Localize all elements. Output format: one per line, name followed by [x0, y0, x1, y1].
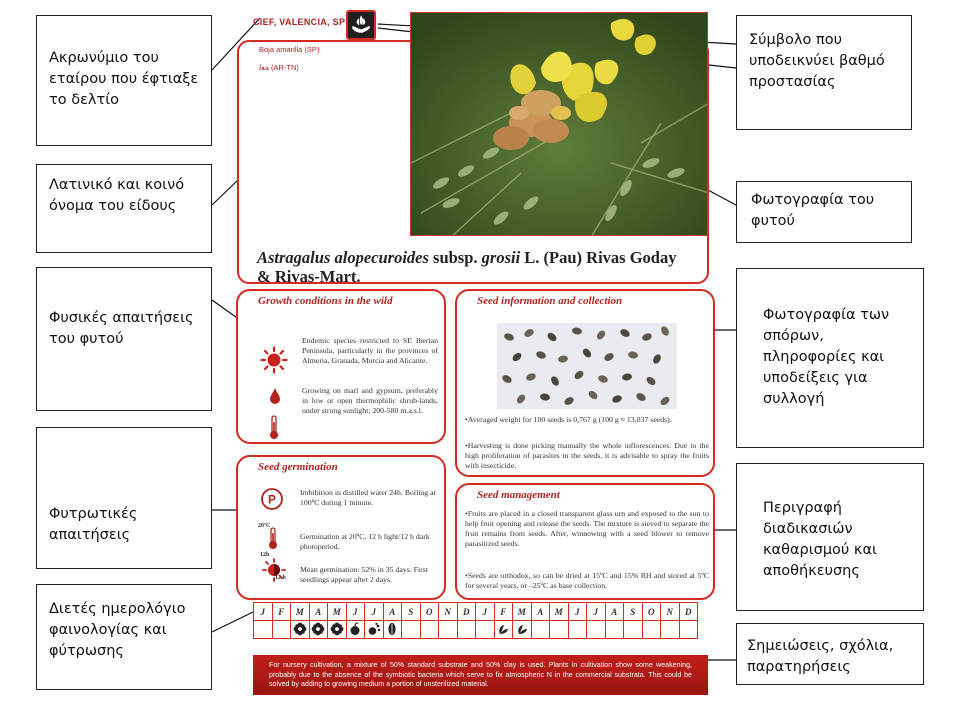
calendar-marks-row — [254, 621, 698, 639]
callout-germination-text: Φυτρωτικές απαιτήσεις — [49, 506, 138, 544]
water-drop-icon — [268, 387, 282, 405]
seeds-illustration — [497, 323, 677, 409]
calendar-mark-cell — [439, 621, 458, 639]
calendar-mark-cell — [365, 621, 384, 639]
seed-cleaning-text: •Fruits are placed in a closed transparent glass urn and exposed to the sun to help fruit opening and release the seeds. The mixture is sieved to separate the fruit remains from seeds. After, winnowing with a seed blower to remove parasitized seeds. — [465, 509, 709, 548]
species-genus: Astragalus alopecuroides — [257, 248, 429, 267]
seed-mark — [511, 351, 523, 363]
species-authority: L. (Pau) Rivas Goday & Rivas-Mart. — [257, 248, 677, 286]
flower-icon — [293, 622, 307, 636]
germination-results-text: Mean germination: 52% in 35 days. First seedlings appear after 2 days. — [300, 565, 428, 584]
callout-physical-text: Φυσικές απαιτήσεις του φυτού — [49, 310, 194, 348]
callout-calendar — [36, 584, 212, 690]
seed-mark — [660, 325, 671, 337]
fruit-seeds-icon — [367, 622, 381, 636]
seed-management-title: Seed management — [477, 489, 560, 501]
seed-germination-title: Seed germination — [258, 461, 338, 473]
seed-mark — [563, 396, 575, 407]
calendar-mark-cell — [420, 621, 439, 639]
connector-photo — [708, 190, 736, 205]
calendar-month-cell: D — [457, 603, 476, 621]
calendar-month-cell: J — [365, 603, 384, 621]
germination-pretreatment-text: Imbibition in distilled water 24h. Boiling at 100ºC during 1 minute. — [300, 488, 436, 507]
calendar-months-row — [254, 603, 698, 621]
circled-p-icon — [260, 487, 284, 511]
calendar-mark-cell — [457, 621, 476, 639]
seed-mark — [621, 373, 632, 381]
seed-mark — [525, 372, 537, 382]
seed-mark — [550, 375, 561, 387]
calendar-month-cell: J — [346, 603, 365, 621]
calendar-mark-cell — [531, 621, 550, 639]
calendar-month-cell: A — [309, 603, 328, 621]
calendar-month-cell: M — [291, 603, 310, 621]
calendar-month-cell: N — [439, 603, 458, 621]
calendar-mark-cell — [661, 621, 680, 639]
calendar-month-cell: O — [420, 603, 439, 621]
germination-light-label: 12h — [260, 552, 270, 558]
growth-conditions-box — [236, 289, 446, 444]
seed-mark — [627, 351, 638, 359]
calendar-mark-cell — [550, 621, 569, 639]
sheet-header — [253, 10, 413, 40]
plant-photo-illustration — [411, 13, 708, 236]
callout-plant-photo — [736, 181, 912, 243]
calendar-month-cell: M — [513, 603, 532, 621]
shield-hand-leaf-icon — [346, 10, 376, 40]
calendar-mark-cell — [624, 621, 643, 639]
svg-text:P: P — [267, 492, 277, 507]
seed-harvesting-text: •Harvesting is done picking manually the whole inflorescences. Due to the high proliferation of parasites in the seeds, it is advisable to spray the fruits with insecticide. — [465, 441, 709, 470]
calendar-mark-cell — [587, 621, 606, 639]
seed-management-box — [455, 483, 715, 600]
seed-mark — [597, 374, 609, 384]
calendar-month-cell: J — [587, 603, 606, 621]
callout-protection-symbol — [736, 15, 912, 130]
calendar-mark-cell — [383, 621, 402, 639]
seed-mark — [635, 392, 647, 403]
seed-mark — [645, 375, 657, 387]
seed-mark — [501, 374, 513, 385]
calendar-mark-cell — [346, 621, 365, 639]
calendar-mark-cell — [272, 621, 291, 639]
species-latin-name — [257, 248, 677, 286]
callout-physical-requirements — [36, 267, 212, 411]
seed-mark — [535, 350, 547, 360]
fruit-icon — [348, 622, 362, 636]
common-name-arabic: ﺔﻐﻟ (AR-TN) — [259, 63, 299, 72]
callout-photo-text: Φωτογραφία του φυτού — [751, 192, 875, 230]
calendar-month-cell: S — [402, 603, 421, 621]
calendar-mark-cell — [476, 621, 495, 639]
calendar-month-cell: A — [383, 603, 402, 621]
seed-mark — [603, 352, 615, 363]
callout-seed-management — [736, 463, 924, 611]
callout-notes — [736, 623, 924, 685]
callout-calendar-text: Διετές ημερολόγιο φαινολογίας και φύτρωσης — [49, 601, 186, 660]
calendar-mark-cell — [494, 621, 513, 639]
calendar-month-cell: J — [254, 603, 273, 621]
growth-conditions-title: Growth conditions in the wild — [258, 295, 393, 307]
seed-mark — [503, 332, 515, 342]
flower-icon — [311, 622, 325, 636]
calendar-mark-cell — [291, 621, 310, 639]
seed-mark — [546, 331, 558, 343]
calendar-mark-cell — [328, 621, 347, 639]
callout-names-text: Λατινικό και κοινό όνομα του είδους — [49, 177, 185, 215]
calendar-mark-cell — [568, 621, 587, 639]
sun-icon — [260, 346, 288, 374]
seed-mark — [573, 369, 585, 381]
calendar-month-cell: S — [624, 603, 643, 621]
callout-acronym — [36, 15, 212, 146]
growth-distribution-text: Endemic species restricted to SE Iberian Peninsula, particularly in the provinces of Almeria, Granada, Murcia and Alicante. — [302, 336, 438, 365]
species-subspecies: grosii — [481, 248, 521, 267]
seed-mark — [515, 393, 527, 405]
seed-mark — [595, 329, 607, 341]
flower-icon — [330, 622, 344, 636]
seed-mark — [571, 327, 582, 335]
calendar-month-cell: J — [568, 603, 587, 621]
calendar-month-cell: F — [272, 603, 291, 621]
calendar-month-cell: M — [328, 603, 347, 621]
callout-names — [36, 164, 212, 253]
calendar-mark-cell — [642, 621, 661, 639]
calendar-month-cell: A — [531, 603, 550, 621]
connector-names — [212, 180, 238, 205]
callout-seed-info-text: Φωτογραφία των σπόρων, πληροφορίες και υποδείξεις για συλλογή — [763, 307, 890, 408]
seed-information-title: Seed information and collection — [477, 295, 623, 307]
seed-mark — [659, 395, 671, 407]
thermometer-icon — [267, 415, 281, 441]
seed-information-box — [455, 289, 715, 477]
calendar-mark-cell — [679, 621, 698, 639]
species-subsp-label: subsp. — [428, 248, 482, 267]
connector-calendar — [212, 612, 253, 632]
callout-acronym-text: Ακρωνύμιο του εταίρου που έφτιαξε το δελτίο — [49, 50, 199, 109]
callout-notes-text: Σημειώσεις, σχόλια, παρατηρήσεις — [747, 638, 894, 676]
callout-germination-requirements — [36, 427, 212, 569]
calendar-mark-cell — [402, 621, 421, 639]
seed-mark — [539, 393, 550, 401]
seed-mark — [611, 394, 623, 404]
seed-weight-text: •Averaged weight for 100 seeds is 0,767 g (100 g ≈ 13,037 seeds). — [465, 415, 672, 424]
callout-seed-info — [736, 268, 924, 448]
germination-dark-label: 12 h — [275, 575, 286, 581]
institution-label: CIEF, VALENCIA, SP — [253, 17, 346, 27]
seed-storage-text: •Seeds are orthodox, so can be dried at 15ºC and 15% RH and stored at 5ºC for several years, or –25ºC as base collection. — [465, 571, 709, 590]
seeds-photo — [497, 323, 677, 409]
calendar-month-cell: M — [550, 603, 569, 621]
callout-management-text: Περιγραφή διαδικασιών καθαρισμού και αποθήκευσης — [763, 500, 877, 580]
calendar-mark-cell — [513, 621, 532, 639]
germination-conditions-text: Germination at 20ºC, 12 h light/12 h dark photoperiod. — [300, 532, 430, 551]
germination-temp-label: 20ºC — [258, 523, 271, 529]
common-name-spanish: Boja amarilla (SP) — [259, 45, 320, 54]
phenology-calendar — [253, 602, 698, 639]
calendar-month-cell: J — [476, 603, 495, 621]
seed-germination-box — [236, 455, 446, 600]
calendar-month-cell: A — [605, 603, 624, 621]
growth-habitat-text: Growing on marl and gypsum, preferably in low or open thermophilic shrub-lands, under strong sunlight; 200-580 m.a.s.l. — [302, 386, 438, 415]
calendar-mark-cell — [605, 621, 624, 639]
seed-mark — [523, 328, 535, 339]
calendar-month-cell: N — [661, 603, 680, 621]
plant-photo — [410, 12, 708, 236]
seedling-icon — [496, 622, 510, 636]
calendar-month-cell: D — [679, 603, 698, 621]
seed-mark — [641, 332, 653, 342]
seedling-icon — [515, 622, 529, 636]
seed-mark — [581, 347, 593, 359]
callout-symbol-text: Σύμβολο που υποδεικνύει βαθμό προστασίας — [749, 32, 885, 91]
seed-mark — [619, 328, 631, 339]
thermometer-icon — [266, 527, 280, 551]
seed-icon — [385, 622, 399, 636]
calendar-month-cell: O — [642, 603, 661, 621]
notes-bar: For nursery cultivation, a mixture of 50% standard substrate and 50% clay is used. Plants in cultivation show some weakening, probably due to the absence of the symbiotic bacteria which serve to fix atmospheric N in the commercial substrata. This could be solved by adding to growing medium a portion of unsterilized material. — [253, 655, 708, 695]
seed-mark — [557, 355, 568, 363]
seed-mark — [652, 353, 663, 365]
calendar-mark-cell — [309, 621, 328, 639]
seed-mark — [587, 389, 599, 401]
calendar-month-cell: F — [494, 603, 513, 621]
calendar-mark-cell — [254, 621, 273, 639]
